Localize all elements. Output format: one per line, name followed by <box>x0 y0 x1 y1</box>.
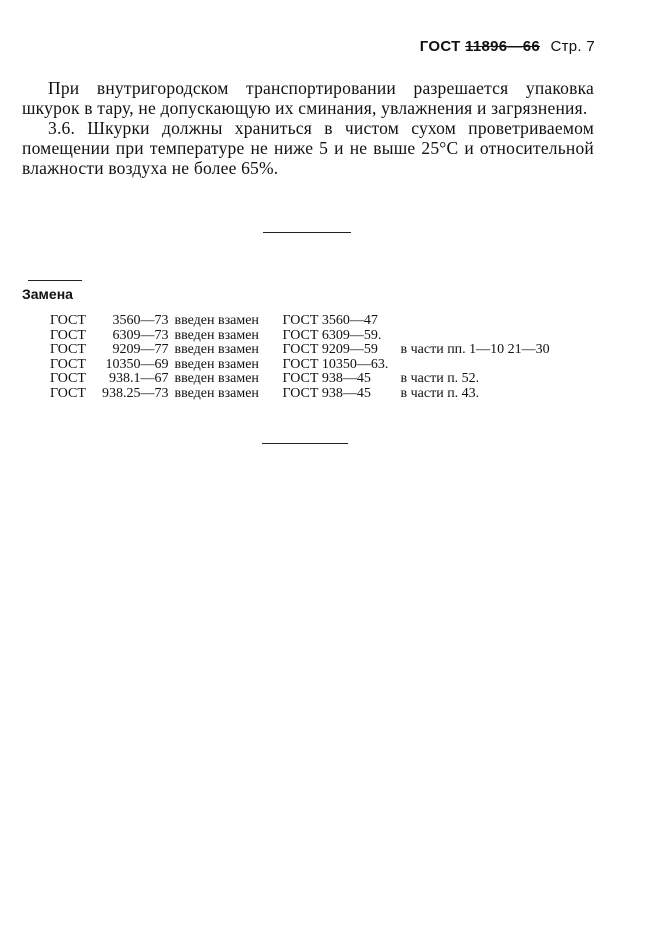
replacement-note <box>401 314 550 329</box>
title-overline <box>28 280 82 281</box>
new-standard-number: 3560—73 <box>112 313 169 328</box>
old-standard: ГОСТ 938—45 <box>282 371 371 386</box>
table-row <box>50 387 550 402</box>
gost-label: ГОСТ <box>50 327 86 343</box>
replacement-verb: введен взамен <box>174 342 259 357</box>
table-row <box>50 372 550 387</box>
body-text <box>22 78 594 178</box>
section-divider <box>263 232 351 233</box>
replacement-verb: введен взамен <box>174 327 259 343</box>
header-standard-number: 11896—66 <box>465 38 540 55</box>
paragraph-transport: При внутригородском транспортировании разрешается упаковка шкурок в тару, не допускающую их сминания, увлажнения и загрязнения. <box>22 78 594 118</box>
replacement-note <box>401 358 550 373</box>
new-standard-number: 938.1—67 <box>109 371 169 386</box>
gost-label: ГОСТ <box>50 342 86 357</box>
old-standard: ГОСТ 9209—59 <box>282 342 378 357</box>
gost-label: ГОСТ <box>50 356 86 372</box>
end-divider <box>262 443 348 444</box>
replacement-verb: введен взамен <box>174 356 259 372</box>
header-standard-prefix: ГОСТ <box>419 38 461 55</box>
replacement-note: в части пп. 1—10 21—30 <box>400 342 550 357</box>
old-standard: ГОСТ 6309—59. <box>282 327 382 343</box>
old-standard: ГОСТ 3560—47 <box>282 313 378 328</box>
gost-label: ГОСТ <box>50 385 86 401</box>
paragraph-storage: 3.6. Шкурки должны храниться в чистом сухом проветриваемом помещении при температуре не ниже 5 и не выше 25°С и относительной влажности воздуха не более 65%. <box>22 118 594 178</box>
new-standard-number: 938.25—73 <box>102 385 169 401</box>
table-row <box>50 314 550 329</box>
old-standard: ГОСТ 10350—63. <box>282 356 389 372</box>
replacement-verb: введен взамен <box>174 385 259 401</box>
replacement-verb: введен взамен <box>174 313 259 328</box>
replacement-table <box>50 314 550 401</box>
replacement-note <box>401 329 550 344</box>
table-row <box>50 329 550 344</box>
replacement-note: в части п. 43. <box>400 385 480 401</box>
page-header <box>420 38 595 55</box>
gost-label: ГОСТ <box>50 371 86 386</box>
replacement-note: в части п. 52. <box>400 371 480 386</box>
old-standard: ГОСТ 938—45 <box>282 385 371 401</box>
table-row <box>50 358 550 373</box>
replacement-section-title: Замена <box>22 286 73 302</box>
header-page-number: Стр. 7 <box>550 38 595 55</box>
table-row <box>50 343 550 358</box>
new-standard-number: 6309—73 <box>112 327 169 343</box>
replacement-verb: введен взамен <box>174 371 259 386</box>
new-standard-number: 10350—69 <box>105 356 169 372</box>
gost-label: ГОСТ <box>50 313 86 328</box>
new-standard-number: 9209—77 <box>112 342 169 357</box>
